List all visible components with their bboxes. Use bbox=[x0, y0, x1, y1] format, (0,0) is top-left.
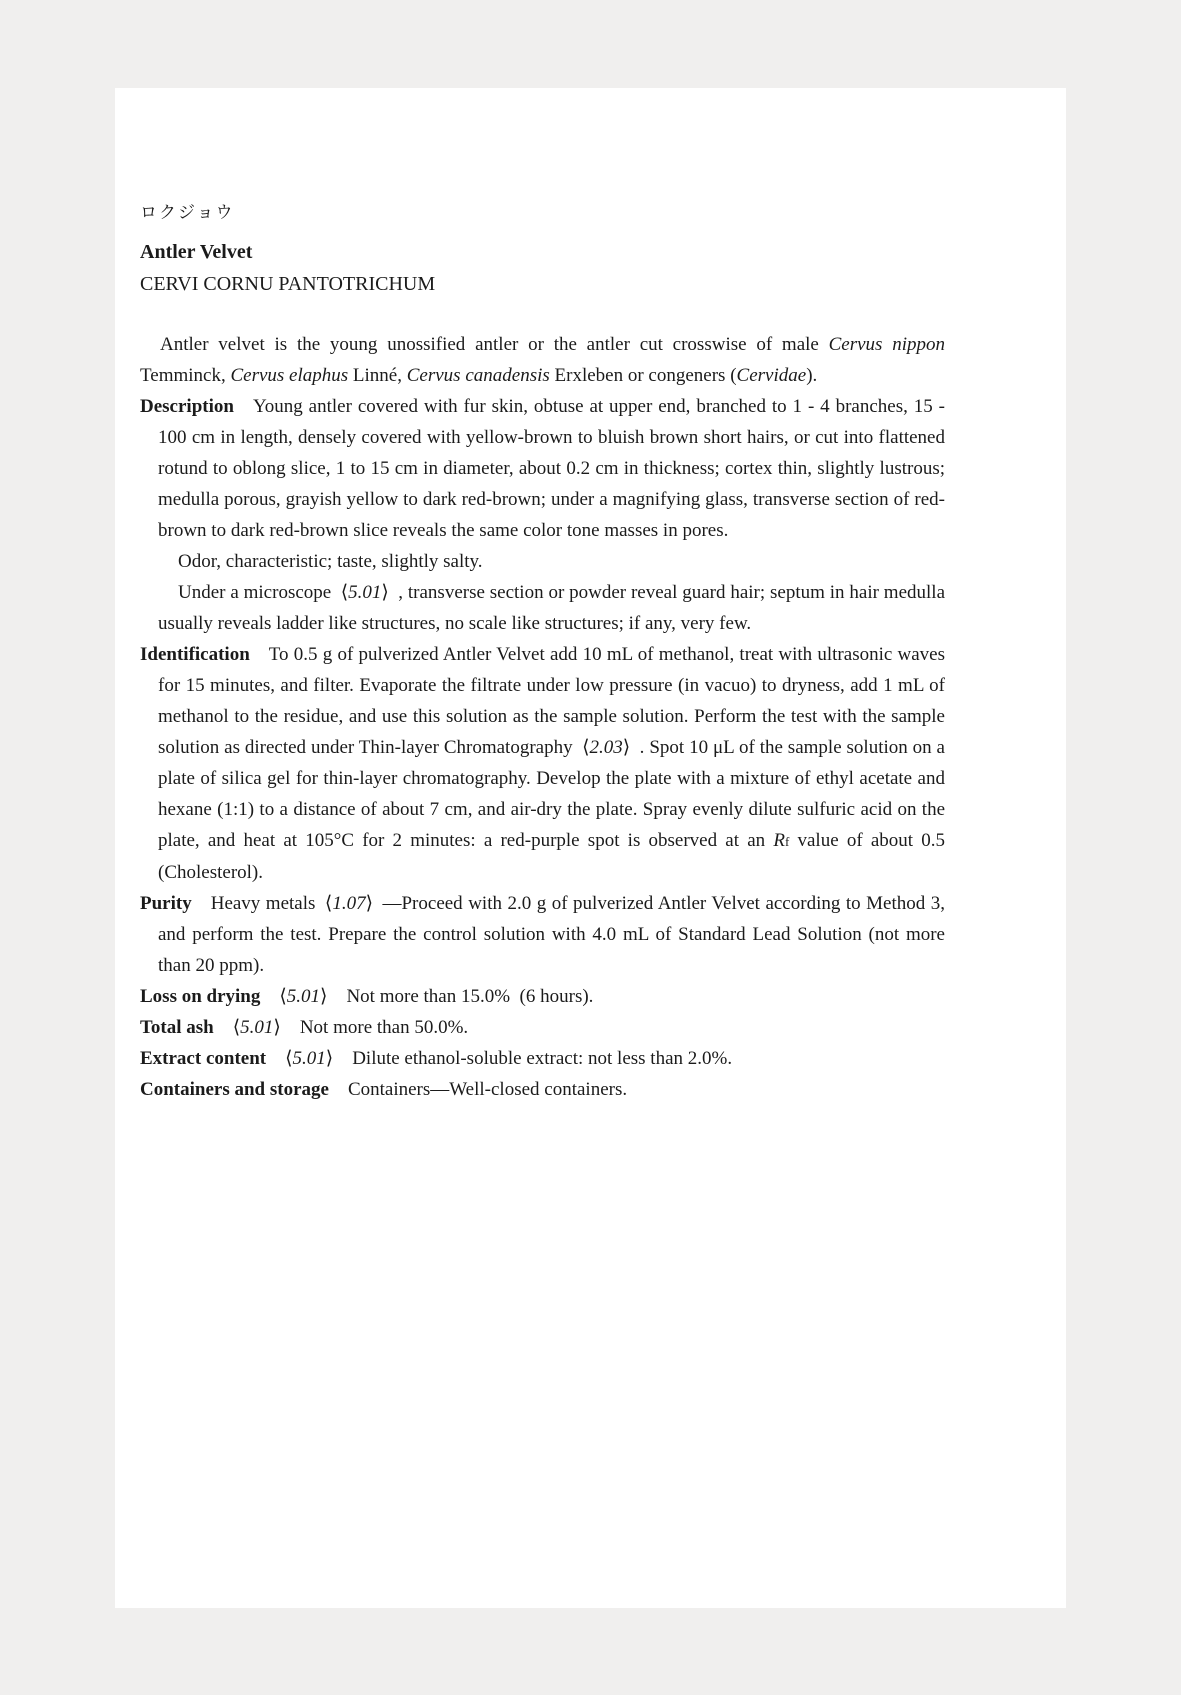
section-label: Containers and storage bbox=[140, 1079, 329, 1100]
section-label: Loss on drying bbox=[140, 986, 261, 1007]
text-run: Cervus nippon bbox=[828, 334, 946, 355]
text-run: Erxleben or congeners ( bbox=[549, 365, 737, 386]
text-run: ⟩ —Proceed with 2.0 g of pulverized Antler Velvet according to Method 3, and perform the test. Prepare the control solution with 4.0 mL of Standard Lead Solution (not more than 20 ppm). bbox=[158, 893, 945, 976]
text-run: ). bbox=[806, 365, 818, 386]
section-label: Description bbox=[140, 396, 234, 417]
text-run: 2.03 bbox=[589, 737, 623, 758]
text-run: Heavy metals ⟨ bbox=[191, 893, 333, 914]
text-run: Containers—Well-closed containers. bbox=[328, 1079, 628, 1100]
text-run: 5.01 bbox=[240, 1017, 274, 1038]
text-run: ⟩ Dilute ethanol-soluble extract: not less than 2.0%. bbox=[325, 1048, 733, 1069]
latin-title: CERVI CORNU PANTOTRICHUM bbox=[140, 273, 436, 295]
text-run: ⟨ bbox=[260, 986, 287, 1007]
paragraph bbox=[140, 577, 945, 639]
text-run: Cervidae bbox=[736, 365, 807, 386]
text-run: ⟨ bbox=[213, 1017, 241, 1038]
paragraph bbox=[140, 1074, 945, 1105]
text-run: ⟨ bbox=[266, 1048, 293, 1069]
section-label: Extract content bbox=[140, 1048, 267, 1069]
text-run: Under a microscope ⟨ bbox=[178, 582, 349, 603]
document-body bbox=[140, 329, 945, 1105]
document-title: Antler Velvet bbox=[140, 241, 253, 263]
paragraph bbox=[140, 1012, 945, 1043]
text-run: Young antler covered with fur skin, obtuse at upper end, branched to 1 - 4 branches, 15 - 100 cm in length, densely covered with yellow-brown to bluish brown short hairs, or cut into flattened rotund to oblong slice, 1 to 15 cm in diameter, about 0.2 cm in thickness; cortex thin, slightly lustrous; medulla porous, grayish yellow to dark red-brown; under a magnifying glass, transverse section of red-brown to dark red-brown slice reveals the same color tone masses in pores. bbox=[158, 396, 945, 541]
section-label: Total ash bbox=[140, 1017, 214, 1038]
text-run: ⟩ . Spot 10 μL of the sample solution on a plate of silica gel for thin-layer chromatography. Develop the plate with a mixture of ethyl acetate and hexane (1:1) to a distance of about 7 cm, and air-dry the plate. Spray evenly dilute sulfuric acid on the plate, and heat at 105°C for 2 minutes: a red-purple spot is observed at an bbox=[158, 737, 945, 851]
document-page bbox=[115, 88, 1066, 1608]
text-run: 1.07 bbox=[332, 893, 366, 914]
text-run: Odor, characteristic; taste, slightly salty. bbox=[178, 551, 483, 572]
text-run: Cervus elaphus bbox=[230, 365, 349, 386]
paragraph bbox=[140, 391, 945, 546]
text-run: Temminck, bbox=[140, 365, 231, 386]
text-run: To 0.5 g of pulverized Antler Velvet add 10 mL of methanol, treat with ultrasonic waves for 15 minutes, and filter. Evaporate the filtrate under low pressure (in vacuo) to dryness, add 1 mL of methanol to the residue, and use this solution as the sample solution. Perform the test with the sample solution as directed under Thin-layer Chromatography ⟨ bbox=[158, 644, 945, 758]
text-run: ⟩ Not more than 50.0%. bbox=[273, 1017, 469, 1038]
kana-title: ロクジョウ bbox=[140, 203, 235, 222]
text-run: Antler velvet is the young unossified antler or the antler cut crosswise of male bbox=[160, 334, 829, 355]
paragraph bbox=[140, 639, 945, 888]
paragraph bbox=[140, 981, 945, 1012]
text-run: f bbox=[784, 834, 790, 849]
paragraph bbox=[140, 329, 945, 391]
paragraph bbox=[140, 888, 945, 981]
text-run: 5.01 bbox=[348, 582, 382, 603]
section-label: Identification bbox=[140, 644, 250, 665]
paragraph bbox=[140, 1043, 945, 1074]
text-run: 5.01 bbox=[286, 986, 321, 1007]
text-run: value of about 0.5 (Cholesterol). bbox=[158, 830, 945, 883]
text-run: Linné, bbox=[348, 365, 407, 386]
section-label: Purity bbox=[140, 893, 192, 914]
text-run: Cervus canadensis bbox=[406, 365, 550, 386]
text-run: ⟩ Not more than 15.0% (6 hours). bbox=[320, 986, 594, 1007]
text-run: 5.01 bbox=[292, 1048, 326, 1069]
text-run: R bbox=[773, 830, 785, 851]
paragraph bbox=[140, 546, 945, 577]
text-run: ⟩ , transverse section or powder reveal guard hair; septum in hair medulla usually reveals ladder like structures, no scale like structures; if any, very few. bbox=[158, 582, 945, 634]
